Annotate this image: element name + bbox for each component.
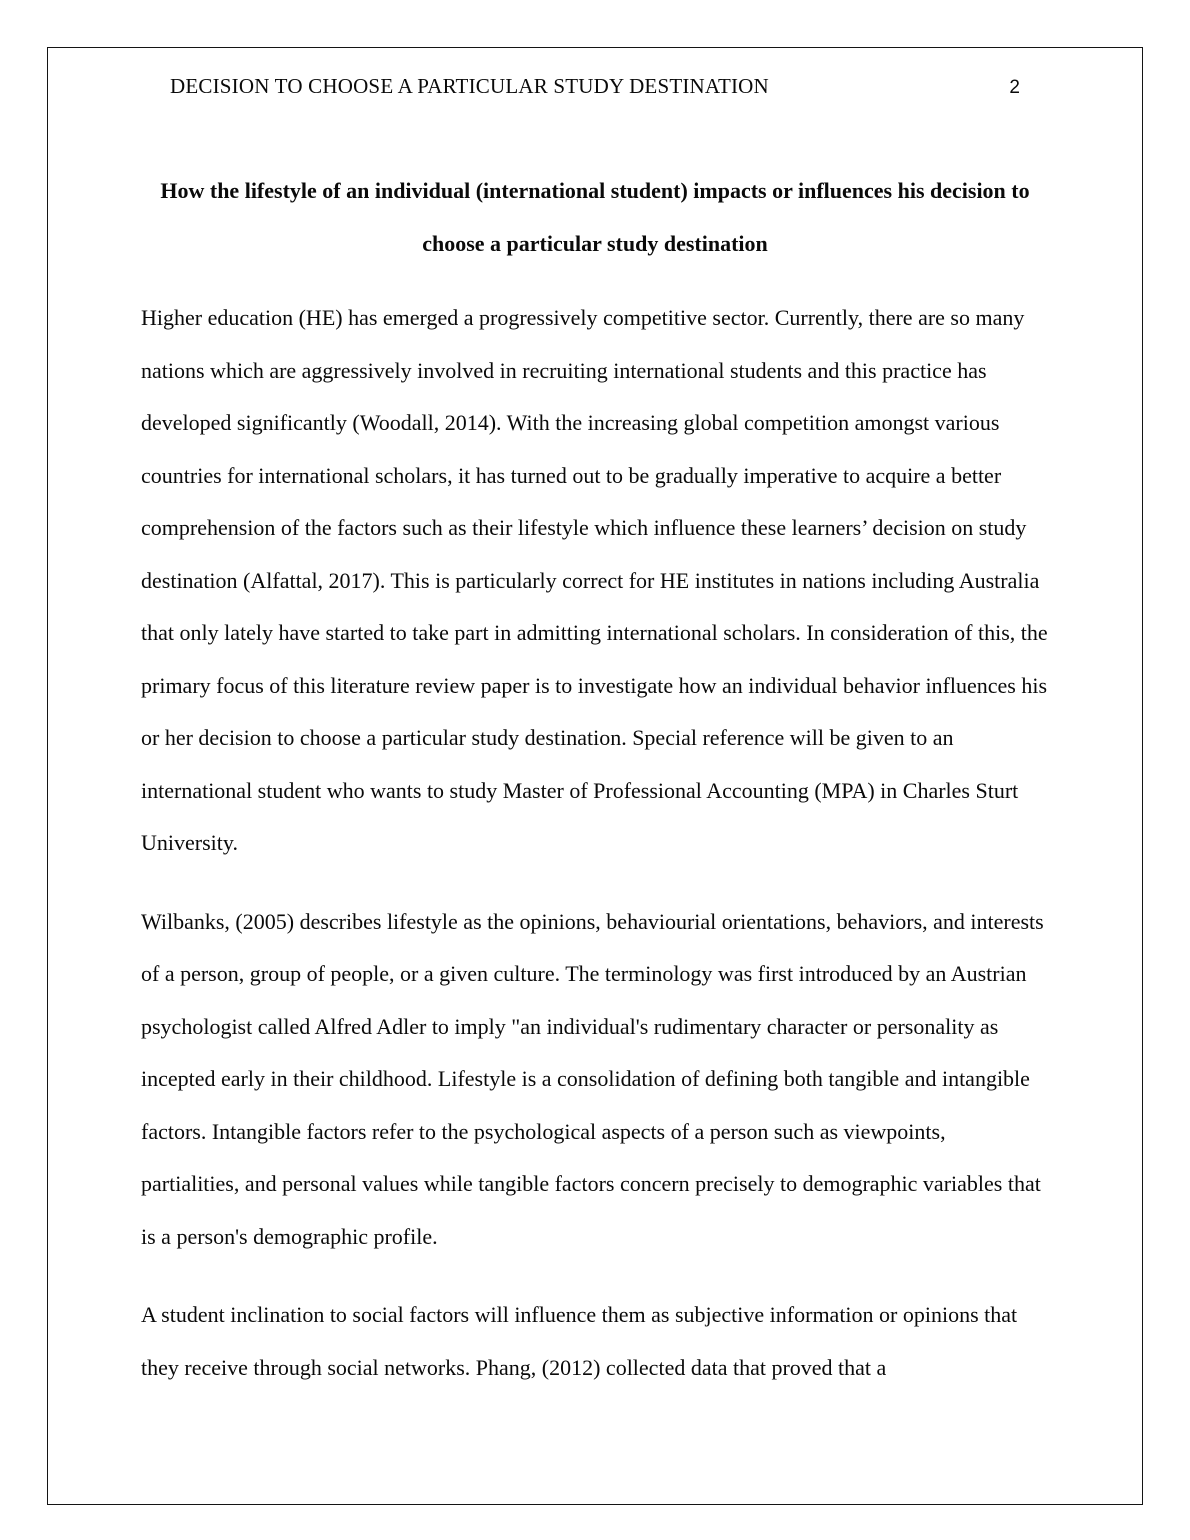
page-content xyxy=(48,72,1142,1394)
page-number: 2 xyxy=(1009,77,1020,98)
document-body xyxy=(141,292,1049,1394)
running-head: DECISION TO CHOOSE A PARTICULAR STUDY DESTINATION xyxy=(170,74,769,98)
body-paragraph-3: A student inclination to social factors will influence them as subjective information or opinions that they receive through social networks. Phang, (2012) collected data that proved that a xyxy=(141,1302,1018,1380)
body-paragraph-2: Wilbanks, (2005) describes lifestyle as the opinions, behaviourial orientations, behaviors, and interests of a person, group of people, or a given culture. The terminology was first introduced by an Austrian psychologist called Alfred Adler to imply "an individual's rudimentary character or personality as incepted early in their childhood. Lifestyle is a consolidation of defining both tangible and intangible factors. Intangible factors refer to the psychological aspects of a person such as viewpoints, partialities, and personal values while tangible factors concern precisely to demographic variables that is a person's demographic profile. xyxy=(141,908,1044,1249)
body-paragraph-1: Higher education (HE) has emerged a progressively competitive sector. Currently, there are so many nations which are aggressively involved in recruiting international students and this practice has developed significantly (Woodall, 2014). With the increasing global competition amongst various countries for international scholars, it has turned out to be gradually imperative to acquire a better comprehension of the factors such as their lifestyle which influence these learners’ decision on study destination (Alfattal, 2017). This is particularly correct for HE institutes in nations including Australia that only lately have started to take part in admitting international scholars. In consideration of this, the primary focus of this literature review paper is to investigate how an individual behavior influences his or her decision to choose a particular study destination. Special reference will be given to an international student who wants to study Master of Professional Accounting (MPA) in Charles Sturt University. xyxy=(141,305,1048,855)
document-page xyxy=(47,47,1143,1505)
document-title: How the lifestyle of an individual (international student) impacts or influences his decision to choose a particular study destination xyxy=(160,178,1030,256)
page-header xyxy=(141,72,1049,102)
